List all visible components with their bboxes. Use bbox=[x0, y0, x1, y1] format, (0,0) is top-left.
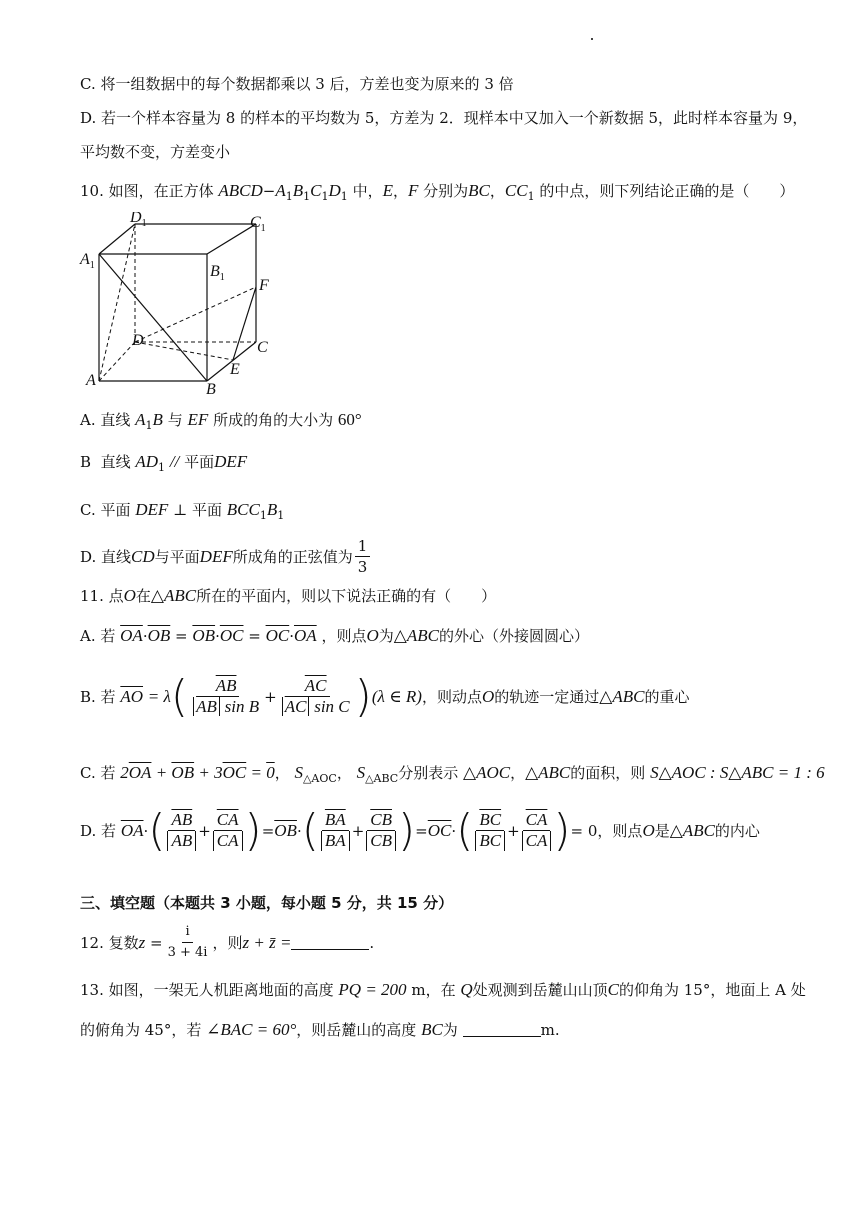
q10-option-b: B 直线 $AD_1$ // 平面DEF bbox=[80, 452, 248, 474]
q12-answer-blank[interactable] bbox=[291, 935, 369, 950]
edge-ad bbox=[99, 342, 135, 381]
cube-figure bbox=[78, 212, 288, 397]
q13-answer-blank[interactable] bbox=[463, 1022, 541, 1037]
label-b1: $B_1$ bbox=[210, 263, 225, 283]
q11-option-a: A. 若 $\overline{OA}\cdot\overline{OB} = \overline{OB}\cdot\overline{OC} = \overline{OC}\cdot\overline{OA}$ ，则点O为△ABC的外心（外接圆圆心） bbox=[80, 626, 589, 645]
label-e: E bbox=[230, 361, 240, 378]
q11-option-d: D. 若 $\overline{OA}$ · ( $\frac{\overline{AB}}{AB}$ + $\frac{\overline{CA}}{CA}$ ) = $\overline{OB}$ · ( $\frac{\overline{BA}}{BA}$ + $\frac{\overline{CB}}{CB}$ ) = $\overline{OC}$ · ( $\frac{\overline{BC}}{BC}$ + $\frac{\overline{CA}}{CA}$ ) = 0，则点 O 是 △ABC 的内心 bbox=[80, 804, 760, 856]
q10-option-a: A. 直线 $A_1B$ 与 EF 所成的角的大小为 60° bbox=[80, 410, 362, 432]
label-a: A bbox=[86, 372, 96, 389]
section-3-heading: 三、填空题（本题共 3 小题，每小题 5 分，共 15 分） bbox=[80, 894, 454, 912]
label-b: B bbox=[206, 381, 216, 397]
label-d1: $D_1$ bbox=[130, 212, 147, 229]
line-df bbox=[135, 287, 256, 342]
label-a1: $A_1$ bbox=[80, 251, 95, 271]
q9-option-c: C. 将一组数据中的每个数据都乘以 3 后，方差也变为原来的 3 倍 bbox=[80, 75, 514, 93]
q13-line2: 的俯角为 45°，若 ∠BAC = 60°，则岳麓山的高度 BC为 m. bbox=[80, 1020, 560, 1039]
q11-stem: 11. 点O在△ABC所在的平面内，则以下说法正确的有（ ） bbox=[80, 586, 497, 605]
edge-b1c1 bbox=[207, 224, 256, 254]
q12: 12. 复数 z = $\frac{i}{3 + 4i}$ ，则 z + z̄ = . bbox=[80, 924, 375, 960]
q13-line1: 13. 如图，一架无人机距离地面的高度 PQ = 200 m，在 Q处观测到岳麓山山顶C的仰角为 15°，地面上 A 处 bbox=[80, 980, 806, 999]
line-ef bbox=[233, 287, 256, 360]
q11-option-c: C. 若 $2\overline{OA} + \overline{OB} + 3\overline{OC} = 0$， $S_{\triangle AOC}$， $S_{\triangle ABC}$分别表示 △AOC，△ABC的面积，则 S△AOC : S△ABC = 1 : 6 bbox=[80, 763, 825, 785]
label-f: F bbox=[259, 277, 269, 294]
line-ad1 bbox=[99, 224, 135, 381]
label-c1: $C_1$ bbox=[250, 214, 266, 234]
label-c: C bbox=[257, 339, 268, 356]
line-a1b bbox=[99, 254, 207, 381]
line-de bbox=[135, 342, 233, 360]
q9-option-d-line1: D. 若一个样本容量为 8 的样本的平均数为 5，方差为 2．现样本中又加入一个新数据 5，此时样本容量为 9， bbox=[80, 109, 808, 127]
q10-option-d: D. 直线 CD 与平面 DEF 所成角的正弦值为 $\frac{1}{3}$ bbox=[80, 536, 372, 577]
q10-stem: 10. 如图，在正方体 $ABCD-A_1B_1C_1D_1$ 中，E，F 分别为BC，$CC_1$ 的中点，则下列结论正确的是（ ） bbox=[80, 181, 795, 203]
q9-option-d-line2: 平均数不变，方差变小 bbox=[80, 143, 231, 161]
page-mark bbox=[591, 38, 593, 40]
q11-option-b: B. 若 $\overline{AO}$ = λ ( $\frac{\overline{AB}}{\overline{AB} \sin B}$ + $\frac{\overline{AC}}{\overline{AC} \sin C}$ ) (λ ∈ R) ，则动点 O 的轨迹一定通过 △ABC 的重心 bbox=[80, 670, 690, 722]
q10-option-c: C. 平面 DEF ⊥ 平面 $BCC_1B_1$ bbox=[80, 500, 285, 522]
fraction-one-third: $\frac{1}{3}$ bbox=[355, 536, 371, 577]
label-d: D bbox=[132, 332, 144, 349]
